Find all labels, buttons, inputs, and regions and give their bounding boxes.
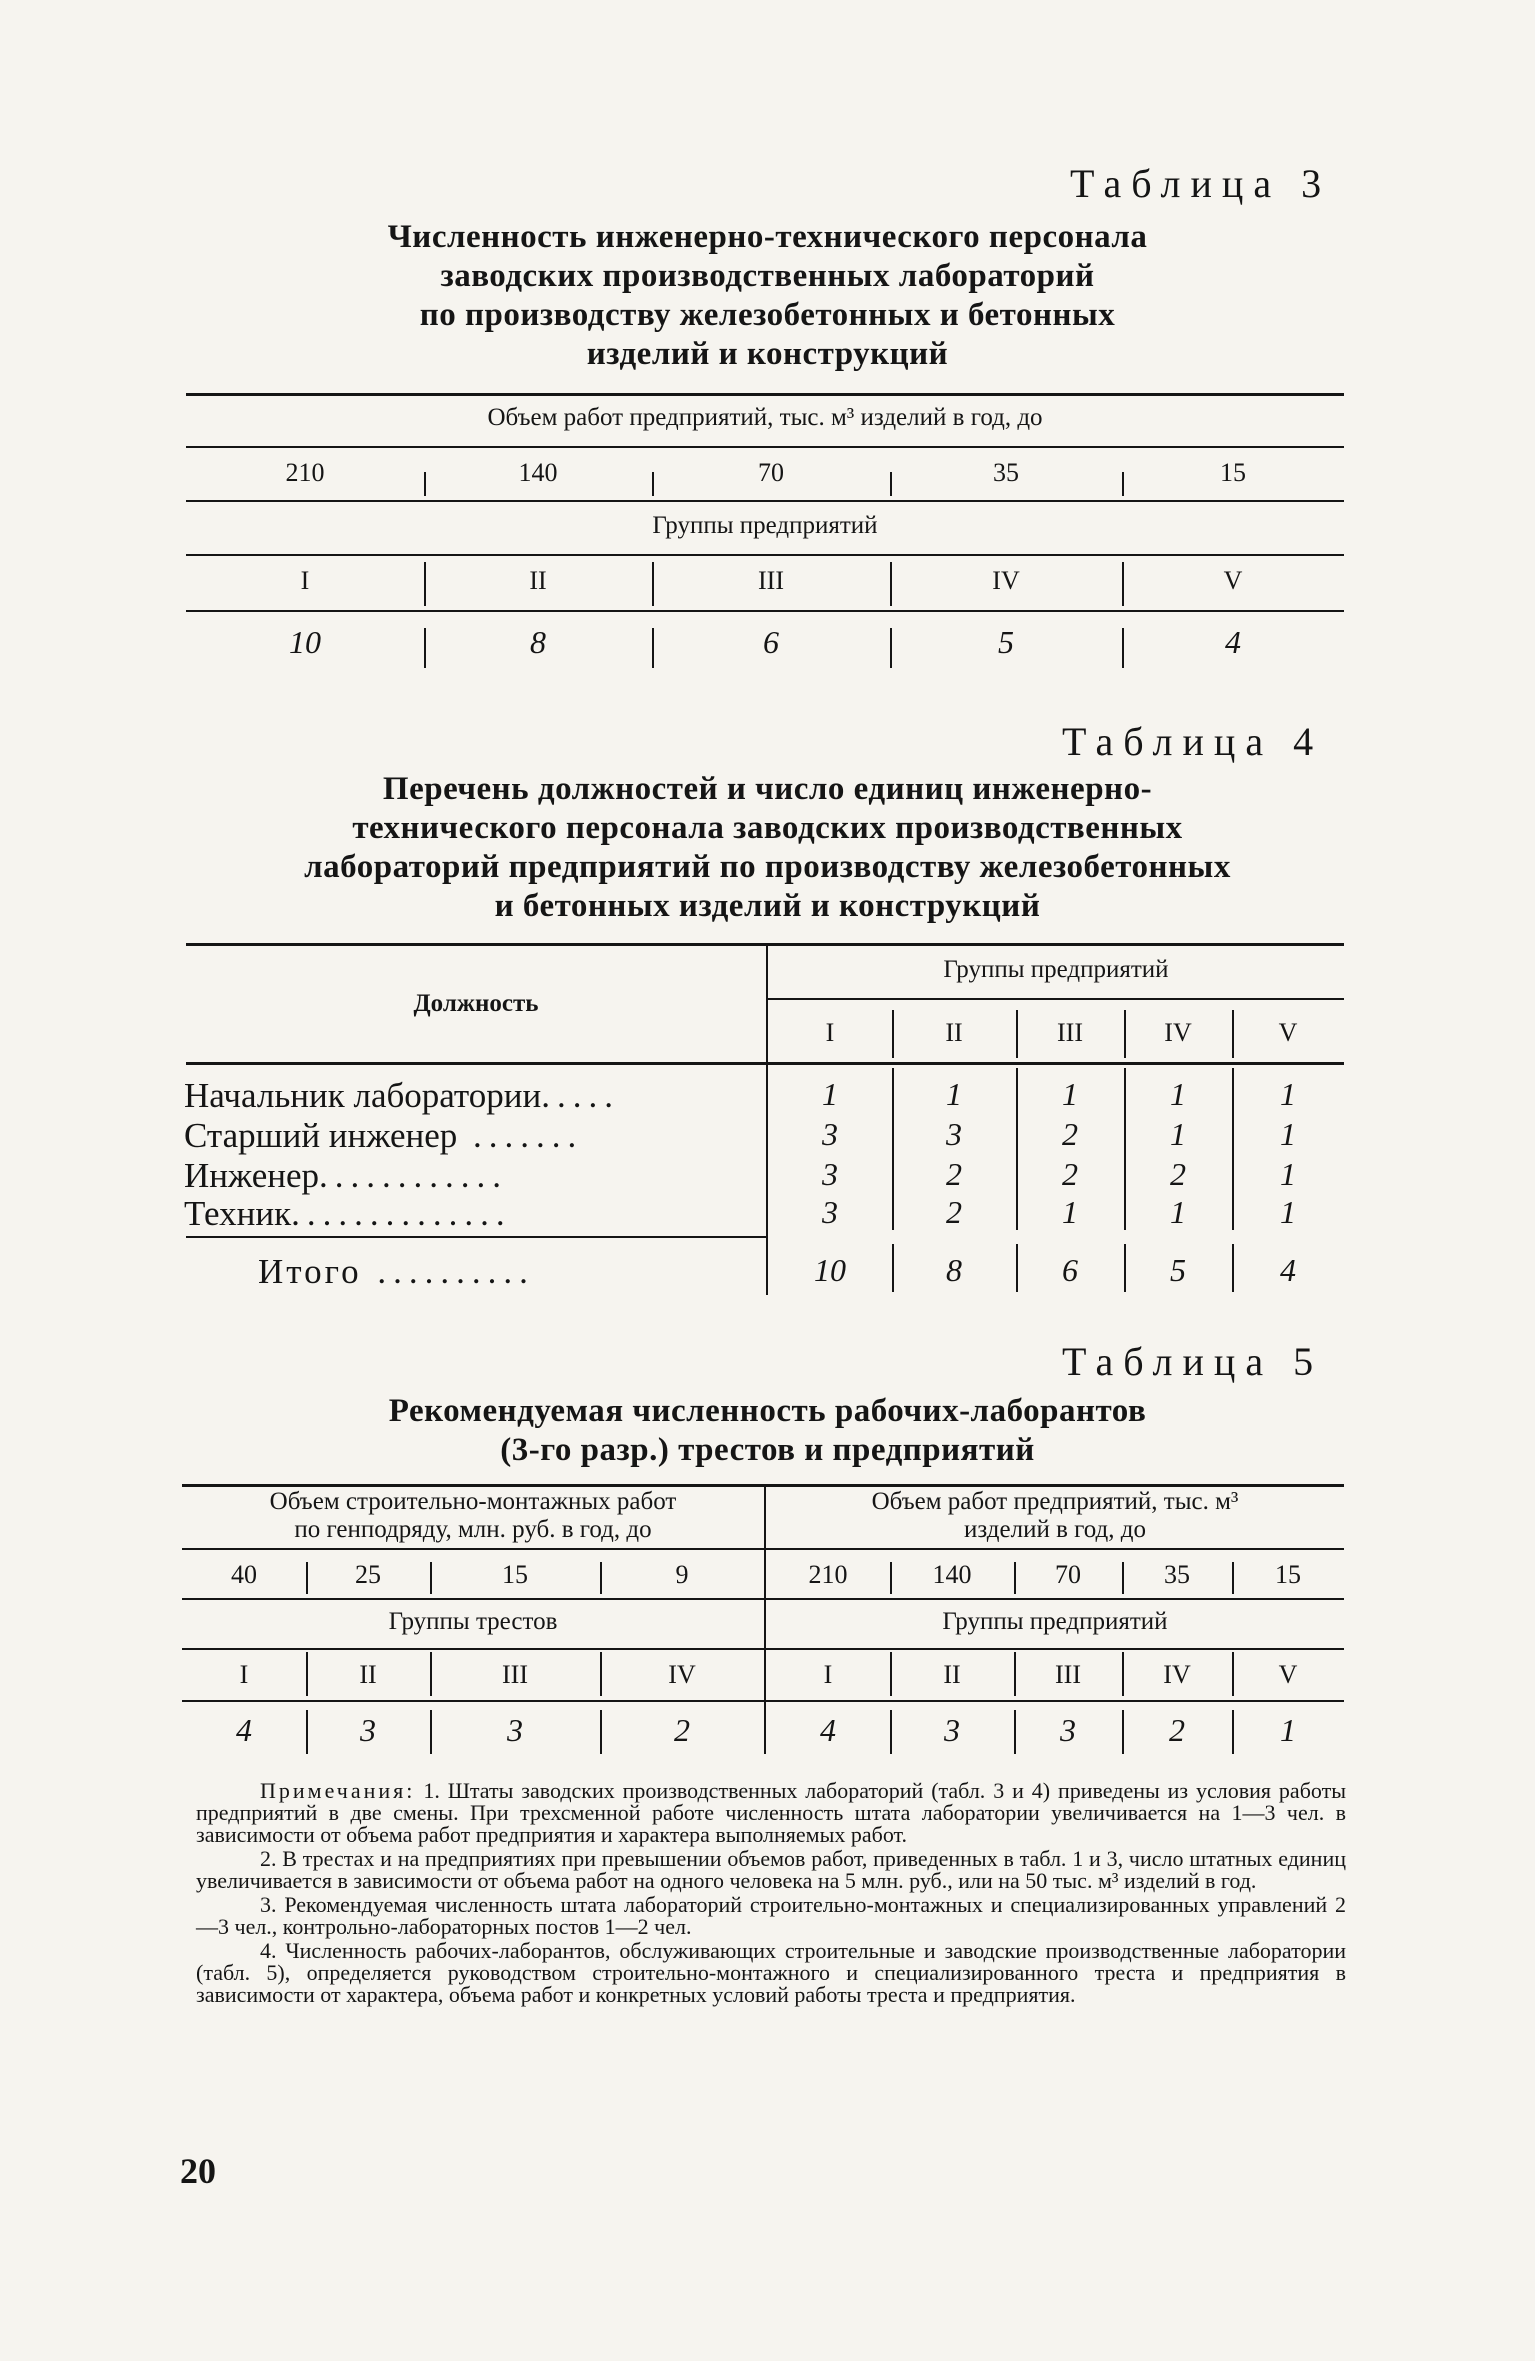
table5-separator [764,1486,766,1754]
table3-rule [186,393,1344,396]
table3-separator [652,562,654,606]
table4-position-cell [184,1076,620,1116]
table5-separator [430,1562,432,1594]
table4-group-cell: III [1057,1018,1083,1047]
notes-label: Примечания: [260,1778,416,1803]
notes [196,1780,1346,2008]
table5-right-group: II [943,1660,961,1689]
table3-separator [890,562,892,606]
table5-right-group: III [1055,1660,1081,1689]
table4-value-cell: 3 [946,1116,962,1152]
table4-position-name: Техник [184,1194,292,1233]
table3-title-line: Численность инженерно-технического персонала [387,219,1148,255]
table3-volume-cell: 140 [518,458,558,487]
table3-group-cell: IV [992,566,1020,595]
table5-left-count: 3 [360,1712,376,1748]
table3-rule [186,610,1344,612]
table4-separator [892,1068,894,1230]
table4-separator [766,945,768,1295]
table4-value-cell: 2 [1062,1116,1078,1152]
table3-separator [652,628,654,668]
table4-separator [1016,1244,1018,1292]
table4-value-cell: 1 [1062,1194,1078,1230]
table5-right-count: 3 [944,1712,960,1748]
table4-leader-dots: ............ [319,1156,509,1195]
table4-rule [186,1062,1344,1065]
table4-total-cell [258,1252,535,1292]
table3-separator [1122,562,1124,606]
table5-right-count: 4 [820,1712,836,1748]
table5-right-count: 1 [1280,1712,1296,1748]
table4-value-cell: 1 [1170,1116,1186,1152]
table5-rule [182,1700,1344,1702]
table4-title-line: технического персонала заводских производственных [352,810,1183,846]
table5-left-header-line: Объем строительно-монтажных работ [269,1488,677,1515]
table5-separator [1122,1652,1124,1696]
table3-count-cell: 8 [530,624,546,660]
table3-volume-cell: 35 [993,458,1019,487]
table4-title [0,770,1535,926]
table4-value-cell: 3 [822,1116,838,1152]
table3-title [0,218,1535,374]
table3-title-line: заводских производственных лабораторий [440,258,1095,294]
table3-volume-cell: 70 [758,458,784,487]
table4-title-line: Перечень должностей и число единиц инженерно- [382,771,1153,807]
page-number: 20 [180,2151,216,2191]
table4-separator [1016,1068,1018,1230]
table5-right-header [766,1488,1344,1544]
table5-left-group: II [359,1660,377,1689]
note-item [196,1780,1346,1846]
table4-separator [1124,1010,1126,1058]
table3-separator [1122,472,1124,496]
note-text: 1. Штаты заводских производственных лабораторий (табл. 3 и 4) приведены из условия работы предприятий в две смены. При трехсменной работе численность штата лаборатории увеличивается на 1—3 чел. в зависимости от объема работ предприятия и характера выполняемых работ. [196,1778,1346,1847]
table3-group-cell: V [1223,566,1243,595]
table5-left-volume: 9 [675,1560,689,1589]
table3-count-cell: 5 [998,624,1014,660]
table5-separator [306,1652,308,1696]
table4-position-name: Инженер [184,1156,320,1195]
table3-count-cell: 4 [1225,624,1241,660]
table4-value-cell: 1 [1280,1156,1296,1192]
table3-separator [424,628,426,668]
table5-right-count: 2 [1169,1712,1185,1748]
table5-left-count: 2 [674,1712,690,1748]
table5-rule [182,1598,1344,1600]
table5-left-header-line: по генподряду, млн. руб. в год, до [294,1516,652,1543]
table4-position-header: Должность [413,990,539,1017]
table5-separator [1014,1652,1016,1696]
table5-rule [182,1648,1344,1650]
table5-left-groups-header: Группы трестов [388,1608,558,1635]
table5-separator [890,1652,892,1696]
table5-left-header [182,1488,764,1544]
table4-separator [1124,1244,1126,1292]
table5-separator [306,1710,308,1754]
table3-group-cell: I [300,566,310,595]
table4-separator [1232,1244,1234,1292]
table4-groups-header: Группы предприятий [943,956,1169,983]
table5-right-groups-header: Группы предприятий [942,1608,1168,1635]
table4-group-cell: I [825,1018,835,1047]
table4-title-line: лабораторий предприятий по производству железобетонных [304,849,1231,885]
note-item: 4. Численность рабочих-лаборантов, обслуживающих строительные и заводские производственные лаборатории (табл. 5), определяется руководством строительно-монтажного и специализированного треста и предприятия в зависимости от характера, объема работ и конкретных условий работы треста и предприятия. [196,1938,1346,2007]
table5-separator [1014,1710,1016,1754]
table4-total-value: 10 [814,1252,846,1288]
table5-separator [600,1562,602,1594]
table4-value-cell: 2 [946,1156,962,1192]
table5-left-count: 3 [507,1712,523,1748]
table4-group-cell: II [945,1018,963,1047]
table5-left-group: I [239,1660,249,1689]
table5-right-volume: 15 [1275,1560,1301,1589]
table4-position-name: Начальник лаборатории [184,1076,542,1115]
note-item: 3. Рекомендуемая численность штата лабораторий строительно-монтажных и специализированных управлений 2—3 чел., контрольно-лабораторных постов 1—2 чел. [196,1892,1346,1939]
table5-title-line: Рекомендуемая численность рабочих-лаборантов [388,1393,1147,1429]
table5-separator [306,1562,308,1594]
table4-total-label: Итого [258,1252,362,1291]
table4-value-cell: 1 [1280,1194,1296,1230]
table5-label: Таблица 5 [1062,1339,1324,1384]
table3-separator [652,472,654,496]
table4-leader-dots: ....... [457,1116,584,1155]
table5-separator [430,1710,432,1754]
table4-label: Таблица 4 [1062,719,1324,764]
table3-title-line: изделий и конструкций [586,336,949,372]
table4-rule [186,1236,766,1238]
table5-right-count: 3 [1060,1712,1076,1748]
table3-group-cell: III [758,566,784,595]
table4-position-name: Старший инженер [184,1116,458,1155]
table4-value-cell: 1 [1170,1194,1186,1230]
table5-separator [430,1652,432,1696]
table4-value-cell: 3 [822,1194,838,1230]
table4-position-cell [184,1194,512,1234]
table4-separator [1124,1068,1126,1230]
table4-position-cell [184,1156,508,1196]
table5-separator [1232,1652,1234,1696]
table4-total-value: 8 [946,1252,962,1288]
table3-volume-cell: 210 [285,458,325,487]
table3-rule [186,500,1344,502]
table3-count-cell: 6 [763,624,779,660]
table5-right-volume: 210 [808,1560,848,1589]
table3-rule [186,554,1344,556]
table4-leader-dots: .......... [361,1252,535,1291]
table5-separator [1232,1710,1234,1754]
table3-label: Таблица 3 [1070,161,1332,206]
table3-groups-header: Группы предприятий [652,512,878,539]
table5-right-volume: 35 [1164,1560,1190,1589]
table4-separator [1232,1010,1234,1058]
table4-value-cell: 1 [1280,1076,1296,1112]
table4-separator [1016,1010,1018,1058]
table3-volume-cell: 15 [1220,458,1246,487]
table4-group-cell: IV [1164,1018,1192,1047]
table5-right-volume: 70 [1055,1560,1081,1589]
table3-count-cell: 10 [289,624,321,660]
table5-rule [182,1548,1344,1550]
table3-separator [890,628,892,668]
table5-separator [890,1710,892,1754]
table4-value-cell: 2 [1170,1156,1186,1192]
table4-separator [892,1244,894,1292]
note-item: 2. В трестах и на предприятиях при превышении объемов работ, приведенных в табл. 1 и 3, число штатных единиц увеличивается в зависимости от объема работ на одного человека на 5 млн. руб., или на 50 тыс. м³ изделий в год. [196,1846,1346,1893]
table4-value-cell: 1 [822,1076,838,1112]
table4-separator [1232,1068,1234,1230]
table4-leader-dots: .............. [291,1194,512,1233]
table5-separator [600,1710,602,1754]
table5-left-volume: 25 [355,1560,381,1589]
table4-separator [892,1010,894,1058]
table5-left-count: 4 [236,1712,252,1748]
table4-value-cell: 1 [1280,1116,1296,1152]
table3-rule [186,446,1344,448]
table5-rule [182,1484,1344,1487]
table4-group-cell: V [1278,1018,1298,1047]
table3-separator [1122,628,1124,668]
table4-value-cell: 3 [822,1156,838,1192]
table3-separator [424,562,426,606]
table5-right-header-line: изделий в год, до [963,1516,1146,1543]
table5-separator [1122,1562,1124,1594]
table5-left-volume: 15 [502,1560,528,1589]
table4-value-cell: 1 [1170,1076,1186,1112]
table5-separator [600,1652,602,1696]
table4-total-value: 4 [1280,1252,1296,1288]
table4-value-cell: 1 [1062,1076,1078,1112]
table5-separator [1014,1562,1016,1594]
table5-right-group: I [823,1660,833,1689]
table3-group-cell: II [529,566,547,595]
table4-total-value: 5 [1170,1252,1186,1288]
table5-title-line: (3-го разр.) трестов и предприятий [500,1432,1035,1468]
table5-right-group: IV [1163,1660,1191,1689]
table5-left-group: III [502,1660,528,1689]
table3-title-line: по производству железобетонных и бетонных [419,297,1116,333]
table5-right-header-line: Объем работ предприятий, тыс. м³ [871,1488,1239,1515]
table5-right-volume: 140 [932,1560,972,1589]
table3-separator [424,472,426,496]
table5-left-group: IV [668,1660,696,1689]
table4-leader-dots: ..... [541,1076,620,1115]
table4-total-value: 6 [1062,1252,1078,1288]
table3-volume-header: Объем работ предприятий, тыс. м³ изделий в год, до [487,404,1043,431]
table4-value-cell: 1 [946,1076,962,1112]
table4-title-line: и бетонных изделий и конструкций [494,888,1041,924]
table5-separator [1232,1562,1234,1594]
table5-separator [1122,1710,1124,1754]
table4-position-cell [184,1116,583,1156]
table5-title [0,1392,1535,1470]
table3-separator [890,472,892,496]
table4-value-cell: 2 [1062,1156,1078,1192]
table4-rule [768,998,1344,1000]
table5-right-group: V [1278,1660,1298,1689]
table5-left-volume: 40 [231,1560,257,1589]
table4-value-cell: 2 [946,1194,962,1230]
table4-rule [186,943,1344,946]
table5-separator [890,1562,892,1594]
